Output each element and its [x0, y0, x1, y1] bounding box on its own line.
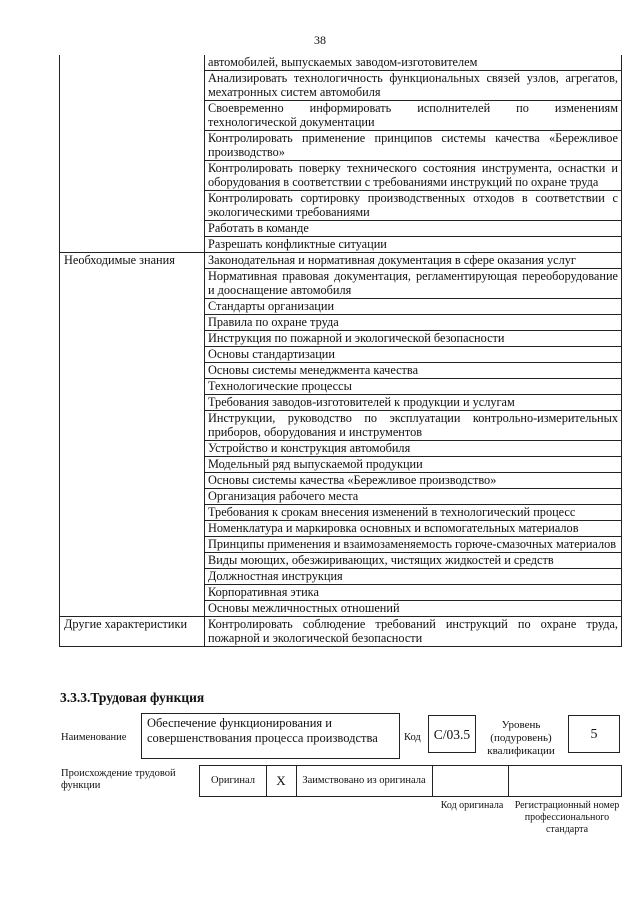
code-value: С/03.5 [428, 715, 476, 753]
table-cell: Контролировать соблюдение требований инструкций по охране труда, пожарной и экологической безопасности [205, 617, 622, 647]
table-cell: Работать в команде [205, 221, 622, 237]
table-cell: Требования заводов-изготовителей к продукции и услугам [205, 395, 622, 411]
borrowed-label: Заимствовано из оригинала [296, 766, 433, 796]
origin-grid [199, 765, 622, 797]
table-cell: Должностная инструкция [205, 569, 622, 585]
table-cell: Законодательная и нормативная документация в сфере оказания услуг [205, 253, 622, 269]
name-value: Обеспечение функционирования и совершенствования процесса производства [141, 713, 400, 759]
original-mark: Х [266, 766, 297, 796]
knowledge-row [60, 253, 622, 269]
table-cell: Технологические процессы [205, 379, 622, 395]
reg-number-caption: Регистрационный номер профессионального стандарта [514, 800, 620, 835]
table-cell: Виды моющих, обезжиривающих, чистящих жидкостей и средств [205, 553, 622, 569]
page-number: 38 [314, 33, 326, 47]
name-label: Наименование [61, 732, 127, 743]
table-cell: Анализировать технологичность функциональных связей узлов, агрегатов, мехатронных систем автомобиля [205, 71, 622, 101]
table-cell: Принципы применения и взаимозаменяемость горюче-смазочных материалов [205, 537, 622, 553]
table-cell: Контролировать сортировку производственных отходов в соответствии с экологическими требованиями [205, 191, 622, 221]
row-group-label: Другие характеристики [60, 617, 205, 647]
original-label: Оригинал [200, 766, 267, 796]
table-cell: Нормативная правовая документация, регламентирующая переоборудование и дооснащение автомобиля [205, 269, 622, 299]
table-cell: Основы системы менеджмента качества [205, 363, 622, 379]
code-label: Код [404, 732, 421, 743]
table-cell: Инструкции, руководство по эксплуатации контрольно-измерительных приборов, оборудования и инструментов [205, 411, 622, 441]
reg-number-cell [508, 766, 621, 796]
table-cell: Инструкция по пожарной и экологической безопасности [205, 331, 622, 347]
code-original-caption: Код оригинала [440, 800, 504, 811]
table-cell: Контролировать применение принципов системы качества «Бережливое производство» [205, 131, 622, 161]
table-cell: Номенклатура и маркировка основных и вспомогательных материалов [205, 521, 622, 537]
table-cell: Устройство и конструкция автомобиля [205, 441, 622, 457]
table-cell: Организация рабочего места [205, 489, 622, 505]
table-cell: Модельный ряд выпускаемой продукции [205, 457, 622, 473]
level-label: Уровень (подуровень) квалификации [487, 719, 555, 757]
table-cell: Стандарты организации [205, 299, 622, 315]
table-cell: Основы стандартизации [205, 347, 622, 363]
table-cell: Требования к срокам внесения изменений в технологический процесс [205, 505, 622, 521]
level-value: 5 [568, 715, 620, 753]
table-cell: Корпоративная этика [205, 585, 622, 601]
table-cell: автомобилей, выпускаемых заводом-изготовителем [205, 55, 622, 71]
table-cell: Основы системы качества «Бережливое производство» [205, 473, 622, 489]
row-group-label: Необходимые знания [60, 253, 205, 617]
origin-label: Происхождение трудовой функции [61, 768, 176, 791]
table-cell: Основы межличностных отношений [205, 601, 622, 617]
table-cell: Разрешать конфликтные ситуации [205, 237, 622, 253]
code-original-cell [432, 766, 509, 796]
section-title: 3.3.3.Трудовая функция [60, 690, 205, 705]
table-cell: Своевременно информировать исполнителей по изменениям технологической документации [205, 101, 622, 131]
other-row [60, 617, 622, 647]
skills-knowledge-table [59, 55, 622, 647]
table-cell: Контролировать поверку технического состояния инструмента, оснастки и оборудования в соответствии с требованиями инструкций по охране труда [205, 161, 622, 191]
skill-row [60, 55, 622, 71]
row-group-label [60, 55, 205, 253]
table-cell: Правила по охране труда [205, 315, 622, 331]
